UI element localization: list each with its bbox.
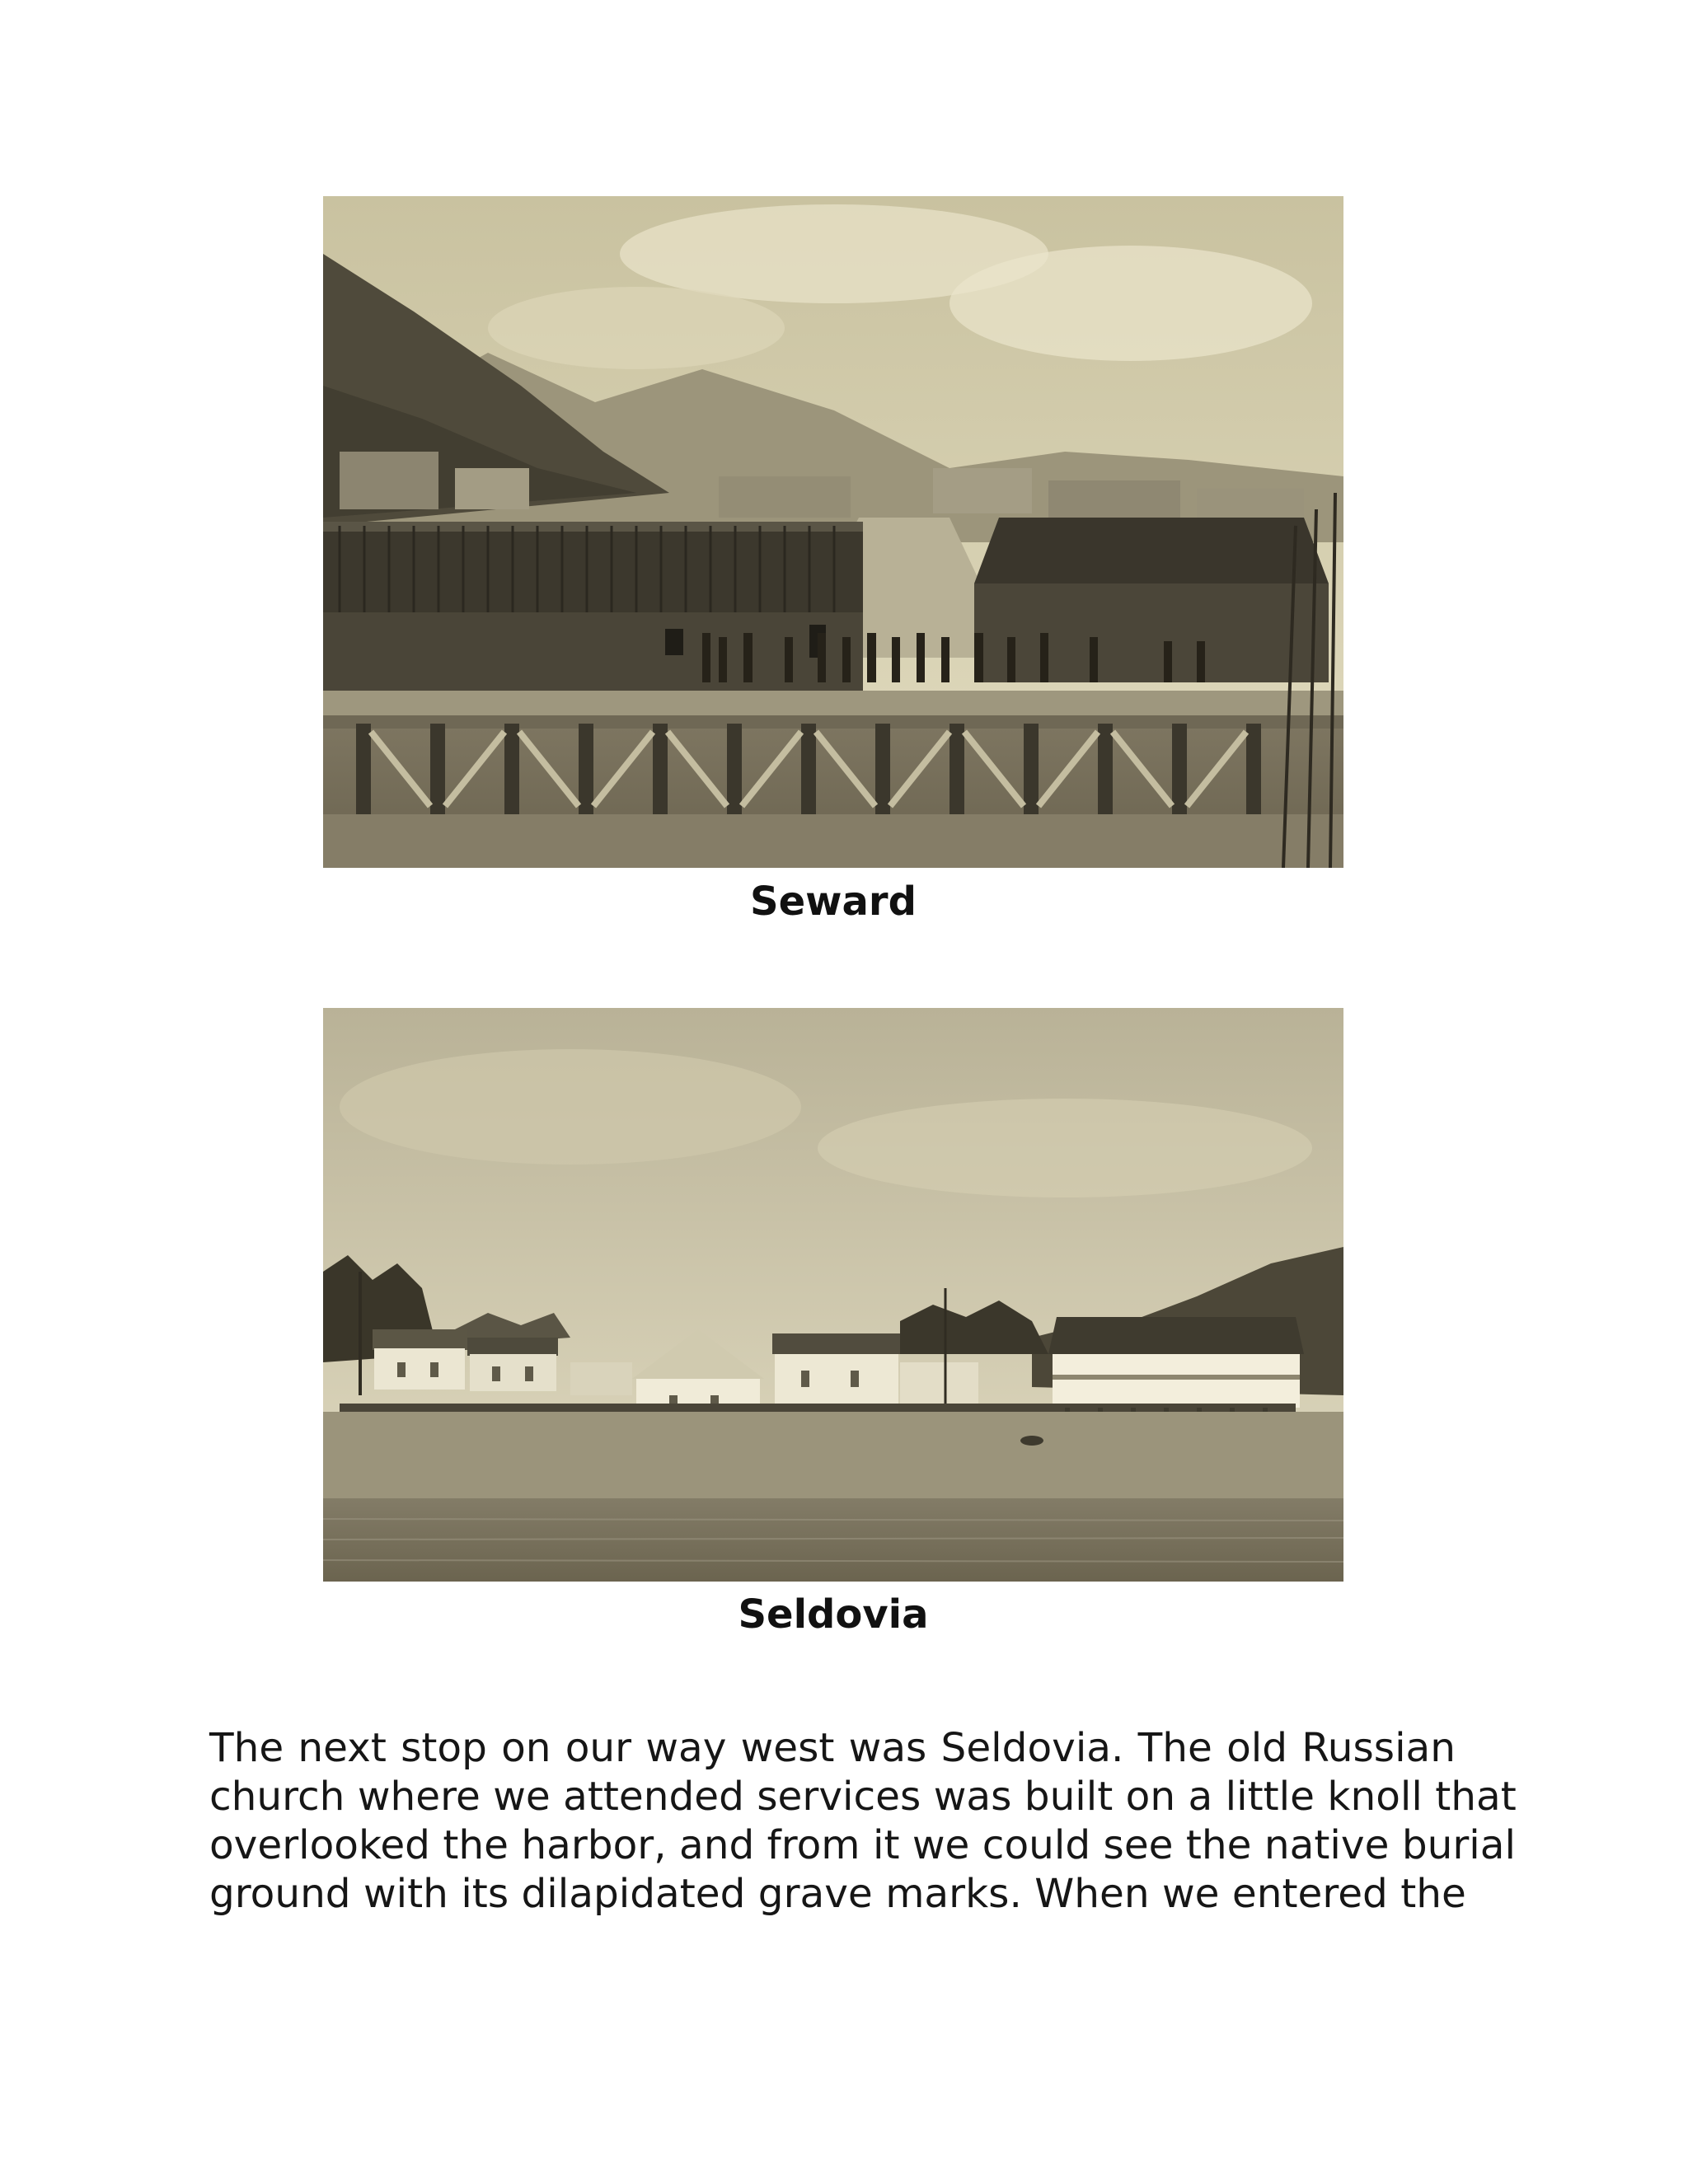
body-line: overlooked the harbor, and from it we could see the native burial (209, 1822, 1516, 1868)
body-line: ground with its dilapidated grave marks. When we entered the (209, 1871, 1466, 1917)
seldovia-photo (323, 1008, 1343, 1582)
body-paragraph (209, 1724, 1517, 1919)
seward-photo (323, 196, 1343, 868)
seldovia-photo-image (323, 1008, 1343, 1582)
body-line: The next stop on our way west was Seldovia. The old Russian (209, 1725, 1456, 1771)
seward-photo-image (323, 196, 1343, 868)
seldovia-caption: Seldovia (738, 1591, 929, 1638)
body-line: church where we attended services was built on a little knoll that (209, 1774, 1517, 1820)
seward-caption: Seward (750, 879, 917, 925)
